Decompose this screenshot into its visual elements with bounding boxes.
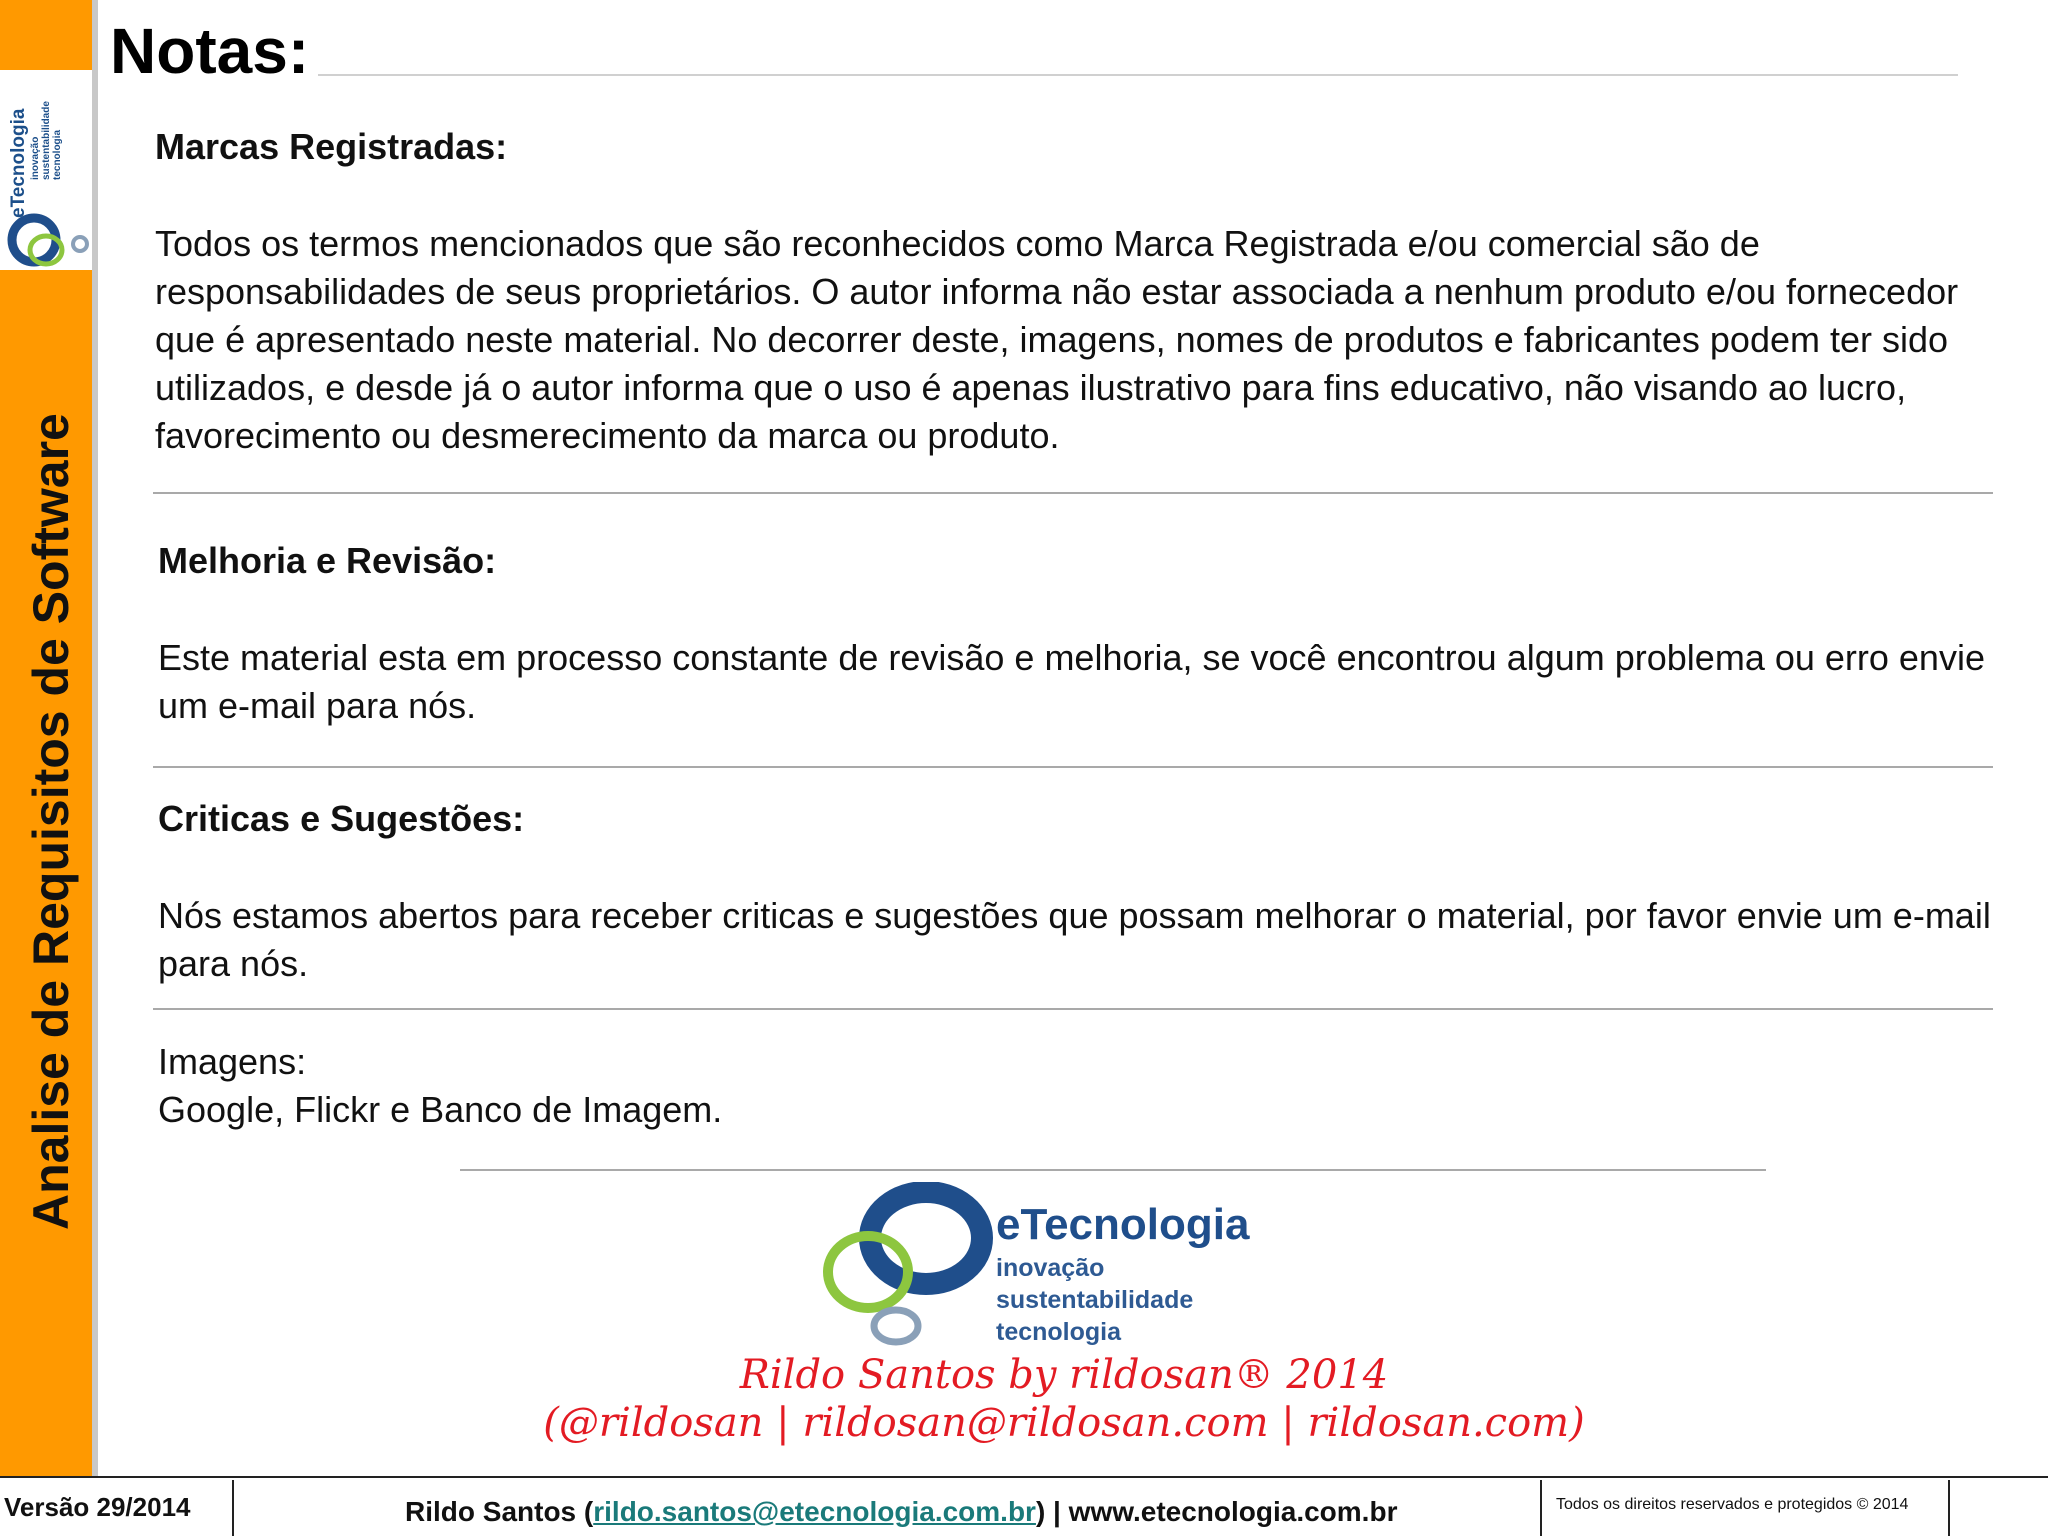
divider (153, 1008, 1993, 1010)
footer-version: Versão 29/2014 (4, 1492, 191, 1522)
section-heading: Criticas e Sugestões: (158, 798, 525, 839)
logo-line: sustentabilidade (996, 1286, 1194, 1314)
image-credits-label: Imagens: (158, 1041, 307, 1082)
vertical-course-title: Analise de Requisitos de Software (23, 413, 79, 1230)
sidebar-logo-line: tecnologia (52, 129, 63, 180)
divider (153, 766, 1993, 768)
logo-line: tecnologia (996, 1318, 1122, 1346)
footer (0, 1478, 2048, 1536)
divider (153, 492, 1993, 494)
section-body: Todos os termos mencionados que são reconhecidos como Marca Registrada e/ou comercial são de responsabilidades de seus proprietários. O autor informa não estar associada a nenhum produto e/ou fornecedor que é apresentado neste material. No decorrer deste, imagens, nomes de produtos e fabricantes podem ter sido utilizados, e desde já o autor informa que o uso é apenas ilustrativo para fins educativo, não visando ao lucro, favorecimento ou desmerecimento da marca ou produto. (155, 223, 1959, 456)
author-contacts: (@rildosan | rildosan@rildosan.com | rildosan.com) (543, 1400, 1585, 1446)
footer-separator (1948, 1480, 1950, 1536)
footer-separator (232, 1480, 234, 1536)
page-title: Notas: (110, 15, 310, 87)
image-credits (158, 1038, 722, 1134)
title-divider (318, 74, 1958, 76)
logo-line: inovação (996, 1254, 1105, 1282)
section-body: Este material esta em processo constante de revisão e melhoria, se você encontrou algum problema ou erro envie um e-mail para nós. (158, 637, 1985, 726)
footer-author (405, 1496, 1397, 1528)
logo-brand: eTecnologia (996, 1200, 1250, 1249)
sidebar-logo-line: sustentabilidade (41, 101, 52, 180)
sidebar-logo (0, 70, 92, 270)
sidebar-logo-line: inovação (30, 136, 41, 180)
section-trademarks (155, 126, 2005, 460)
section-body: Nós estamos abertos para receber criticas e sugestões que possam melhorar o material, por favor envie um e-mail para nós. (158, 895, 1991, 984)
footer-separator (1540, 1480, 1542, 1536)
section-feedback (158, 798, 2008, 988)
section-heading: Marcas Registradas: (155, 126, 508, 167)
section-improvement (158, 540, 2008, 730)
etecnologia-logo (816, 1182, 1286, 1352)
footer-email-link[interactable]: rildo.santos@etecnologia.com.br (593, 1496, 1036, 1527)
sidebar (0, 0, 92, 1478)
footer-author-prefix: Rildo Santos ( (405, 1496, 594, 1527)
author-credit: Rildo Santos by rildosan® 2014 (739, 1352, 1389, 1398)
section-heading: Melhoria e Revisão: (158, 540, 497, 581)
footer-rights: Todos os direitos reservados e protegidos © 2014 (1556, 1496, 1909, 1513)
etecnologia-logo-icon (816, 1182, 996, 1352)
divider (460, 1169, 1766, 1171)
sidebar-logo-icon (4, 208, 90, 268)
image-credits-sources: Google, Flickr e Banco de Imagem. (158, 1089, 723, 1130)
sidebar-logo-brand: eTecnologia (8, 108, 29, 218)
footer-author-suffix: ) | www.etecnologia.com.br (1035, 1496, 1398, 1527)
